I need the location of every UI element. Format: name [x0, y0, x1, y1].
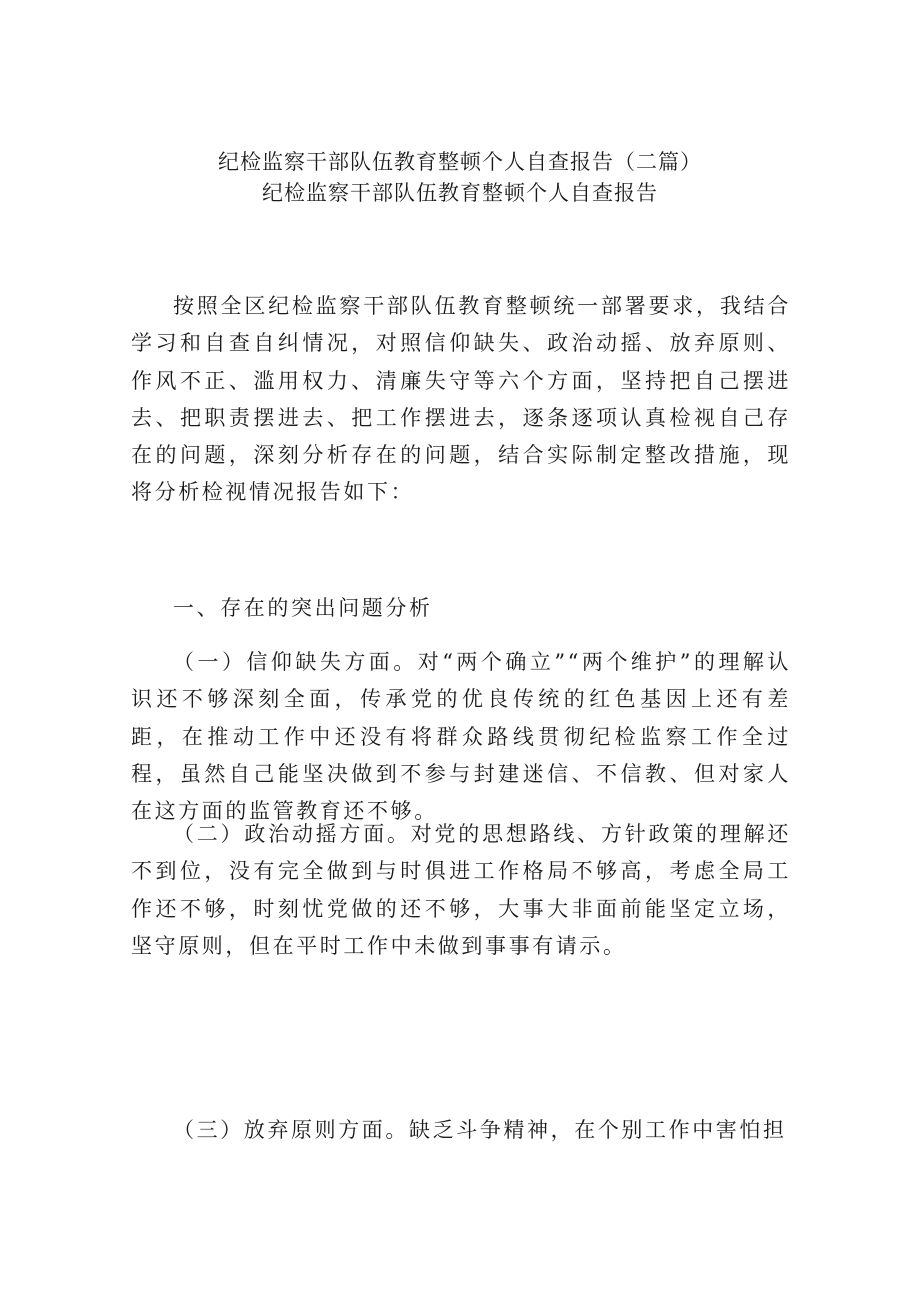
document-subtitle: 纪检监察干部队伍教育整顿个人自查报告: [262, 181, 658, 205]
intro-paragraph: 按照全区纪检监察干部队伍教育整顿统一部署要求，我结合学习和自查自纠情况，对照信仰缺失、政治动摇、放弃原则、作风不正、滥用权力、清廉失守等六个方面，坚持把自己摆进去、把职责摆进去、把工作摆进去，逐条逐项认真检视自己存在的问题，深刻分析存在的问题，结合实际制定整改措施，现将分析检视情况报告如下：: [131, 294, 791, 505]
paragraph-politics: （二）政治动摇方面。对党的思想路线、方针政策的理解还不到位，没有完全做到与时俱进工作格局不够高，考虑全局工作还不够，时刻忧党做的还不够，大事大非面前能坚定立场，坚守原则，但在平时工作中未做到事事有请示。: [131, 822, 791, 958]
paragraph-principle: （三）放弃原则方面。缺乏斗争精神，在个别工作中害怕担: [173, 1118, 787, 1142]
paragraph-belief: （一）信仰缺失方面。对“两个确立”“两个维护”的理解认识还不够深刻全面，传承党的优良传统的红色基因上还有差距，在推动工作中还没有将群众路线贯彻纪检监察工作全过程，虽然自己能坚决做到不参与封建迷信、不信教、但对家人在这方面的监管教育还不够。: [131, 650, 791, 824]
document-title: 纪检监察干部队伍教育整顿个人自查报告（二篇）: [218, 150, 702, 174]
section-heading: 一、存在的突出问题分析: [173, 596, 433, 620]
